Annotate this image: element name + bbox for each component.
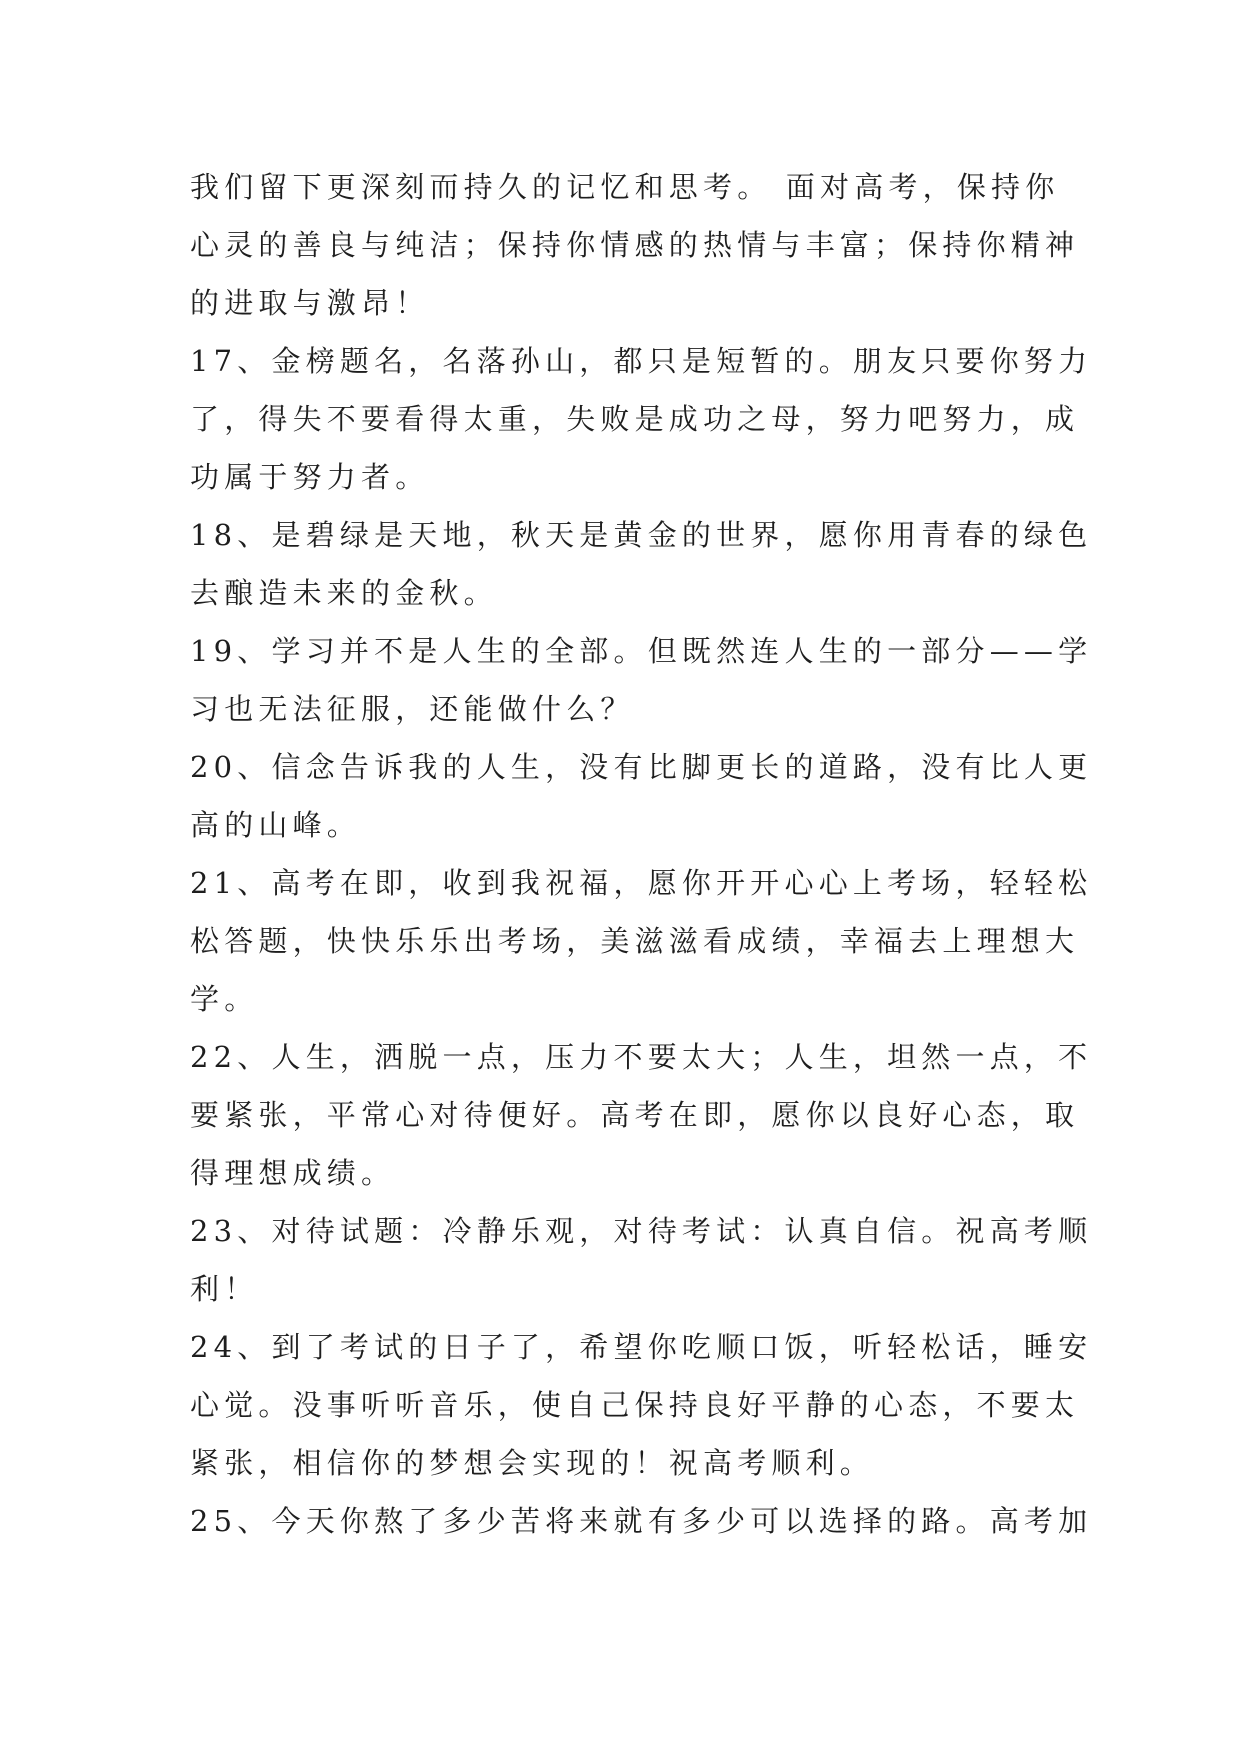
text-line: 学。 [190,982,259,1016]
text-line: 18、是碧绿是天地，秋天是黄金的世界，愿你用青春的绿色 [190,518,1093,552]
text-line: 松答题，快快乐乐出考场，美滋滋看成绩，幸福去上理想大 [190,924,1080,958]
text-line: 25、今天你熬了多少苦将来就有多少可以选择的路。高考加 [190,1504,1093,1538]
text-line: 心觉。没事听听音乐，使自己保持良好平静的心态，不要太 [190,1388,1080,1422]
text-line: 功属于努力者。 [190,460,430,494]
text-line: 得理想成绩。 [190,1156,396,1190]
text-line: 19、学习并不是人生的全部。但既然连人生的一部分——学 [190,634,1093,668]
text-line: 21、高考在即，收到我祝福，愿你开开心心上考场，轻轻松 [190,866,1093,900]
text-line: 高的山峰。 [190,808,362,842]
text-line: 20、信念告诉我的人生，没有比脚更长的道路，没有比人更 [190,750,1093,784]
text-line: 23、对待试题：冷静乐观，对待考试：认真自信。祝高考顺 [190,1214,1093,1248]
text-line: 要紧张，平常心对待便好。高考在即，愿你以良好心态，取 [190,1098,1080,1132]
document-body [190,158,1093,1550]
text-line: 了，得失不要看得太重，失败是成功之母，努力吧努力，成 [190,402,1080,436]
text-line: 紧张，相信你的梦想会实现的！祝高考顺利。 [190,1446,875,1480]
text-line: 我们留下更深刻而持久的记忆和思考。 面对高考，保持你 [190,170,1060,204]
text-line: 的进取与激昂！ [190,286,430,320]
text-line: 去酿造未来的金秋。 [190,576,498,610]
text-line: 24、到了考试的日子了，希望你吃顺口饭，听轻松话，睡安 [190,1330,1093,1364]
text-line: 心灵的善良与纯洁；保持你情感的热情与丰富；保持你精神 [190,228,1080,262]
text-line: 习也无法征服，还能做什么？ [190,692,635,726]
text-line: 17、金榜题名，名落孙山，都只是短暂的。朋友只要你努力 [190,344,1093,378]
text-line: 22、人生，洒脱一点，压力不要太大；人生，坦然一点，不 [190,1040,1093,1074]
text-line: 利！ [190,1272,259,1306]
